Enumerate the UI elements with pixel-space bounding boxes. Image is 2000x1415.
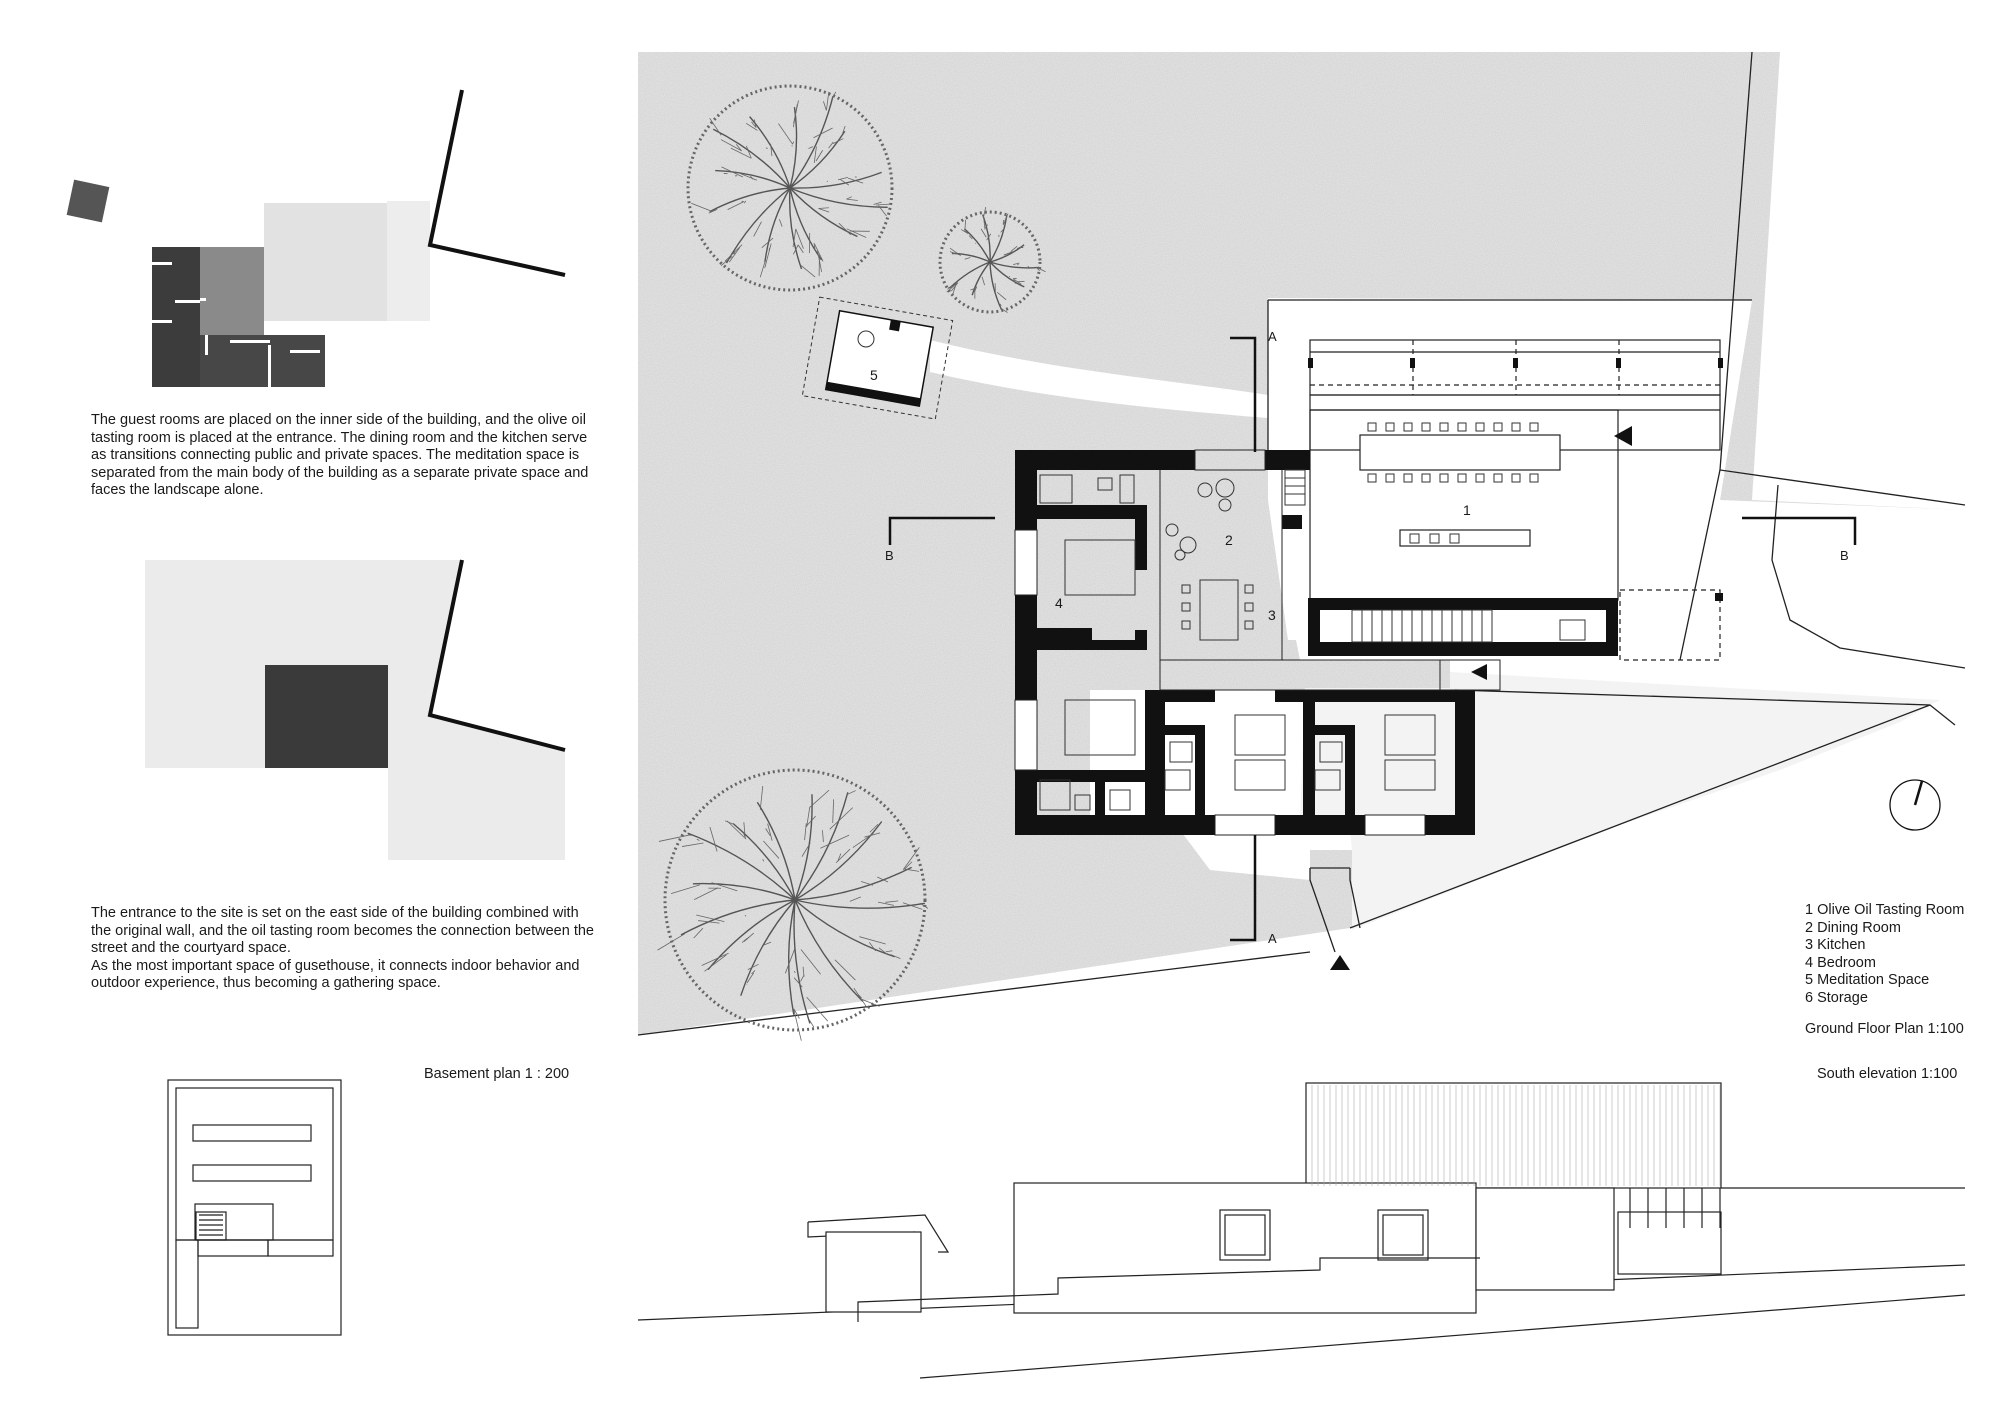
legend-item: 6 Storage	[1805, 989, 1868, 1006]
ground-floor-plan	[638, 52, 1968, 1041]
courtyard-block	[265, 665, 388, 768]
legend-item: 4 Bedroom	[1805, 954, 1876, 971]
south-elevation	[638, 1083, 1965, 1378]
site-diagram	[145, 560, 565, 860]
zoning-diagram	[67, 90, 570, 395]
room-number-5: 5	[870, 367, 878, 383]
legend-item: 1 Olive Oil Tasting Room	[1805, 902, 1965, 918]
room-number-3: 3	[1268, 607, 1276, 623]
concept-paragraph-bottom: The entrance to the site is set on the east side of the building combined with the original wall, and the oil tasting room becomes the connection between the street and the courtyard space. As the most important space of gusethouse, it connects indoor behavior and outdoor experience, thus becoming a gathering space.	[91, 905, 594, 992]
section-mark-b-left: B	[885, 548, 894, 563]
legend-item: 5 Meditation Space	[1805, 972, 1930, 989]
basement-plan	[168, 1080, 341, 1335]
legend-item: 3 Kitchen	[1805, 937, 1866, 954]
south-elevation-label: South elevation 1:100	[1817, 1066, 1958, 1082]
entry-arrow-3	[1330, 955, 1350, 970]
north-arrow	[1890, 780, 1940, 830]
concept-paragraph-top: The guest rooms are placed on the inner side of the building, and the olive oil tasting room is placed at the entrance. The dining room and the kitchen serve as transitions connecting public and private spaces. The meditation space is separated from the main body of the building as a separate private space and faces the landscape alone.	[91, 412, 593, 499]
basement-plan-label: Basement plan 1 : 200	[424, 1066, 570, 1082]
room-legend	[1805, 902, 1964, 1008]
section-mark-b-right: B	[1840, 548, 1849, 563]
room-number-1: 1	[1463, 502, 1471, 518]
section-mark-a-bottom: A	[1268, 931, 1277, 946]
section-mark-a-top: A	[1268, 329, 1277, 344]
ground-floor-plan-label: Ground Floor Plan 1:100	[1805, 1021, 1964, 1037]
room-number-2: 2	[1225, 532, 1233, 548]
legend-item: 2 Dining Room	[1805, 919, 1901, 936]
room-number-4: 4	[1055, 595, 1063, 611]
